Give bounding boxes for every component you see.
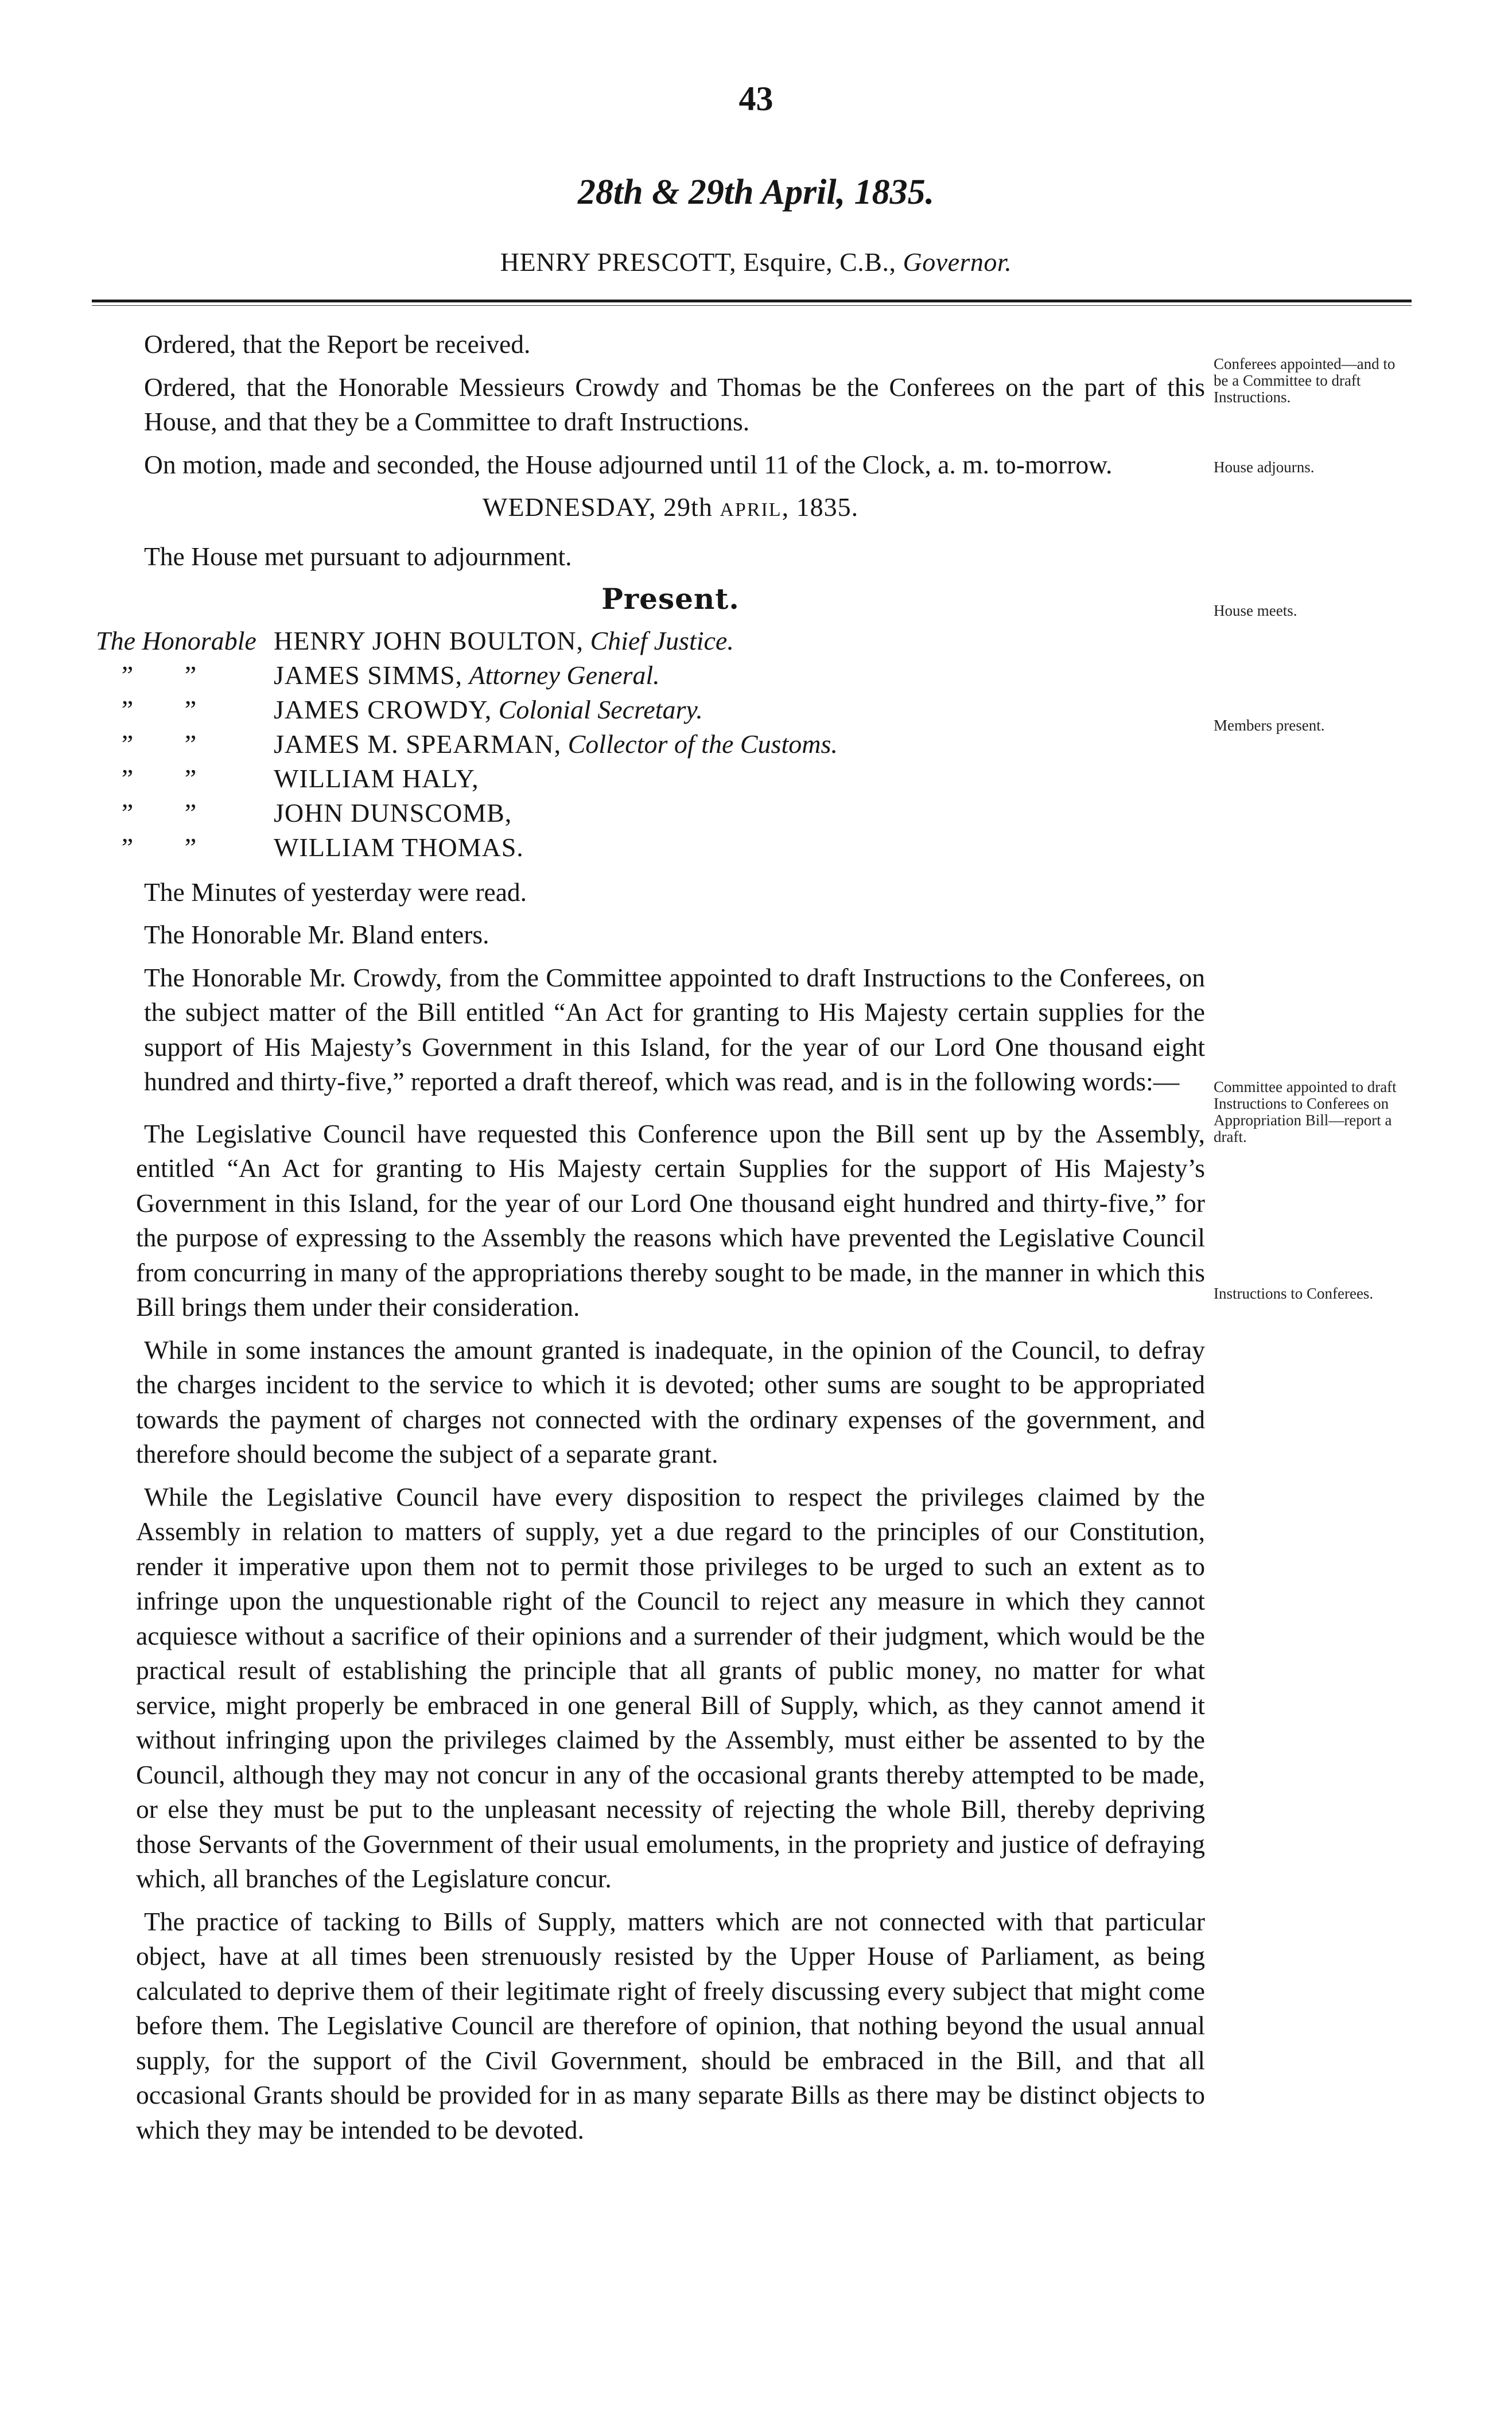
paragraph-conferees: Ordered, that the Honorable Messieurs Crowdy and Thomas be the Conferees on the part of this House, and that they be a Committee to draft Instructions. — [144, 372, 1205, 436]
paragraph-report-received: Ordered, that the Report be received. — [144, 329, 531, 359]
members-list — [96, 624, 1205, 865]
member-prefix: ” ” — [121, 660, 197, 690]
member-prefix: ” ” — [121, 694, 197, 724]
member-prefix: ” ” — [121, 798, 197, 827]
margin-note-members-present: Members present. — [1214, 717, 1325, 734]
governor-line — [0, 247, 1512, 277]
paragraph-instructions-amounts: While in some instances the amount granted is inadequate, in the opinion of the Council, to defray the charges incident to the service to which it is devoted; other sums are sought to be appropriated towards the payment of charges not connected with the ordinary expenses of the government, and therefore should become the subject of a separate grant. — [136, 1335, 1205, 1468]
day-heading-year: , 1835. — [782, 492, 859, 522]
paragraph-instructions-intro: The Legislative Council have requested this Conference upon the Bill sent up by the Assembly, entitled “An Act for granting to His Majesty certain Supplies for the support of His Majesty’s Government in this Island, for the year of our Lord One thousand eight hundred and thirty-five,” for the purpose of expressing to the Assembly the reasons which have prevented the Legislative Council from concurring in many of the appropriations thereby sought to be made, in the manner in which this Bill brings them under their consideration. — [136, 1118, 1205, 1322]
member-row — [96, 693, 1205, 727]
margin-note-committee-appointed: Committee appointed to draft Instructions to Conferees on Appropriation Bill—report a draft. — [1214, 1078, 1397, 1145]
member-row — [96, 658, 1205, 693]
member-row — [96, 624, 1205, 658]
day-heading-month: APRIL — [720, 499, 782, 520]
header-rule — [92, 300, 1412, 302]
date-heading: 28th & 29th April, 1835. — [577, 173, 935, 212]
paragraph-bland-enters: The Honorable Mr. Bland enters. — [144, 920, 489, 949]
margin-note-adjourns: House adjourns. — [1214, 458, 1315, 476]
member-title: Collector of the Customs. — [568, 729, 838, 759]
margin-note-house-meets: House meets. — [1214, 602, 1297, 619]
member-row — [96, 796, 1205, 830]
paragraph-instructions-tacking: The practice of tacking to Bills of Supply, matters which are not connected with that particular object, have at all times been strenuously resisted by the Upper House of Parliament, as being calculated to deprive them of their legitimate right of freely discussing every subject that might come before them. The Legislative Council are therefore of opinion, that nothing beyond the usual annual supply, for the support of the Civil Government, should be embraced in the Bill, and that all occasional Grants should be provided for in as many separate Bills as there may be distinct objects to which they may be intended to be devoted. — [136, 1906, 1205, 2144]
member-row — [96, 727, 1205, 761]
member-name: JAMES SIMMS, — [274, 660, 462, 690]
member-name: JOHN DUNSCOMB, — [274, 798, 512, 827]
journal-body — [96, 327, 1205, 2155]
member-name: JAMES M. SPEARMAN, — [274, 729, 562, 759]
present-heading: Present. — [601, 582, 740, 616]
member-row — [96, 761, 1205, 796]
margin-note-instructions: Instructions to Conferees. — [1214, 1285, 1374, 1302]
member-name: WILLIAM THOMAS. — [274, 832, 524, 862]
paragraph-minutes-read: The Minutes of yesterday were read. — [144, 877, 527, 907]
member-title: Chief Justice. — [590, 625, 734, 655]
paragraph-adjourn: On motion, made and seconded, the House adjourned until 11 of the Clock, a. m. to-morrow. — [144, 449, 1113, 479]
member-name: WILLIAM HALY, — [274, 763, 479, 793]
paragraph-house-met: The House met pursuant to adjournment. — [144, 541, 572, 571]
member-name: HENRY JOHN BOULTON, — [274, 625, 584, 655]
paragraph-instructions-privileges: While the Legislative Council have every disposition to respect the privileges claimed by the Assembly in relation to matters of supply, yet a due regard to the principles of our Constitution, render it imperative upon them not to permit those privileges to be urged to such an extent as to infringe upon the unquestionable right of the Council to reject any measure in which they cannot acquiesce without a sacrifice of their opinions and a surrender of their judgment, which would be the practical result of establishing the principle that all grants of public money, no matter for what service, might properly be embraced in one general Bill of Supply, which, as they cannot amend it without infringing upon the privileges claimed by the Assembly, must either be assented to by the Council, although they may not concur in any of the occasional grants thereby attempted to be made, or else they must be put to the unpleasant necessity of rejecting the whole Bill, thereby depriving those Servants of the Government of their usual emoluments, in the propriety and justice of defraying which, all branches of the Legislature concur. — [136, 1482, 1205, 1893]
member-title: Attorney General. — [469, 660, 660, 690]
member-prefix: ” ” — [121, 763, 197, 793]
header-rule-thin — [92, 305, 1412, 306]
governor-title: Governor. — [903, 247, 1012, 277]
paragraph-crowdy-report: The Honorable Mr. Crowdy, from the Committee appointed to draft Instructions to the Conferees, on the subject matter of the Bill entitled “An Act for granting to His Majesty certain supplies for the support of His Majesty’s Government in this Island, for the year of our Lord One thousand eight hundred and thirty-five,” reported a draft thereof, which was read, and is in the following words:— — [144, 962, 1205, 1096]
governor-name: HENRY PRESCOTT, Esquire, C.B., — [500, 247, 896, 277]
member-row — [96, 830, 1205, 865]
margin-note-conferees: Conferees appointed—and to be a Committee to draft Instructions. — [1214, 355, 1396, 406]
day-heading — [136, 490, 1205, 528]
member-prefix: ” ” — [121, 832, 197, 862]
member-name: JAMES CROWDY, — [274, 694, 492, 724]
page-number: 43 — [738, 80, 774, 118]
member-prefix: The Honorable — [96, 625, 256, 655]
day-heading-main: WEDNESDAY, 29th — [482, 492, 720, 522]
member-prefix: ” ” — [121, 729, 197, 759]
member-title: Colonial Secretary. — [498, 694, 703, 724]
